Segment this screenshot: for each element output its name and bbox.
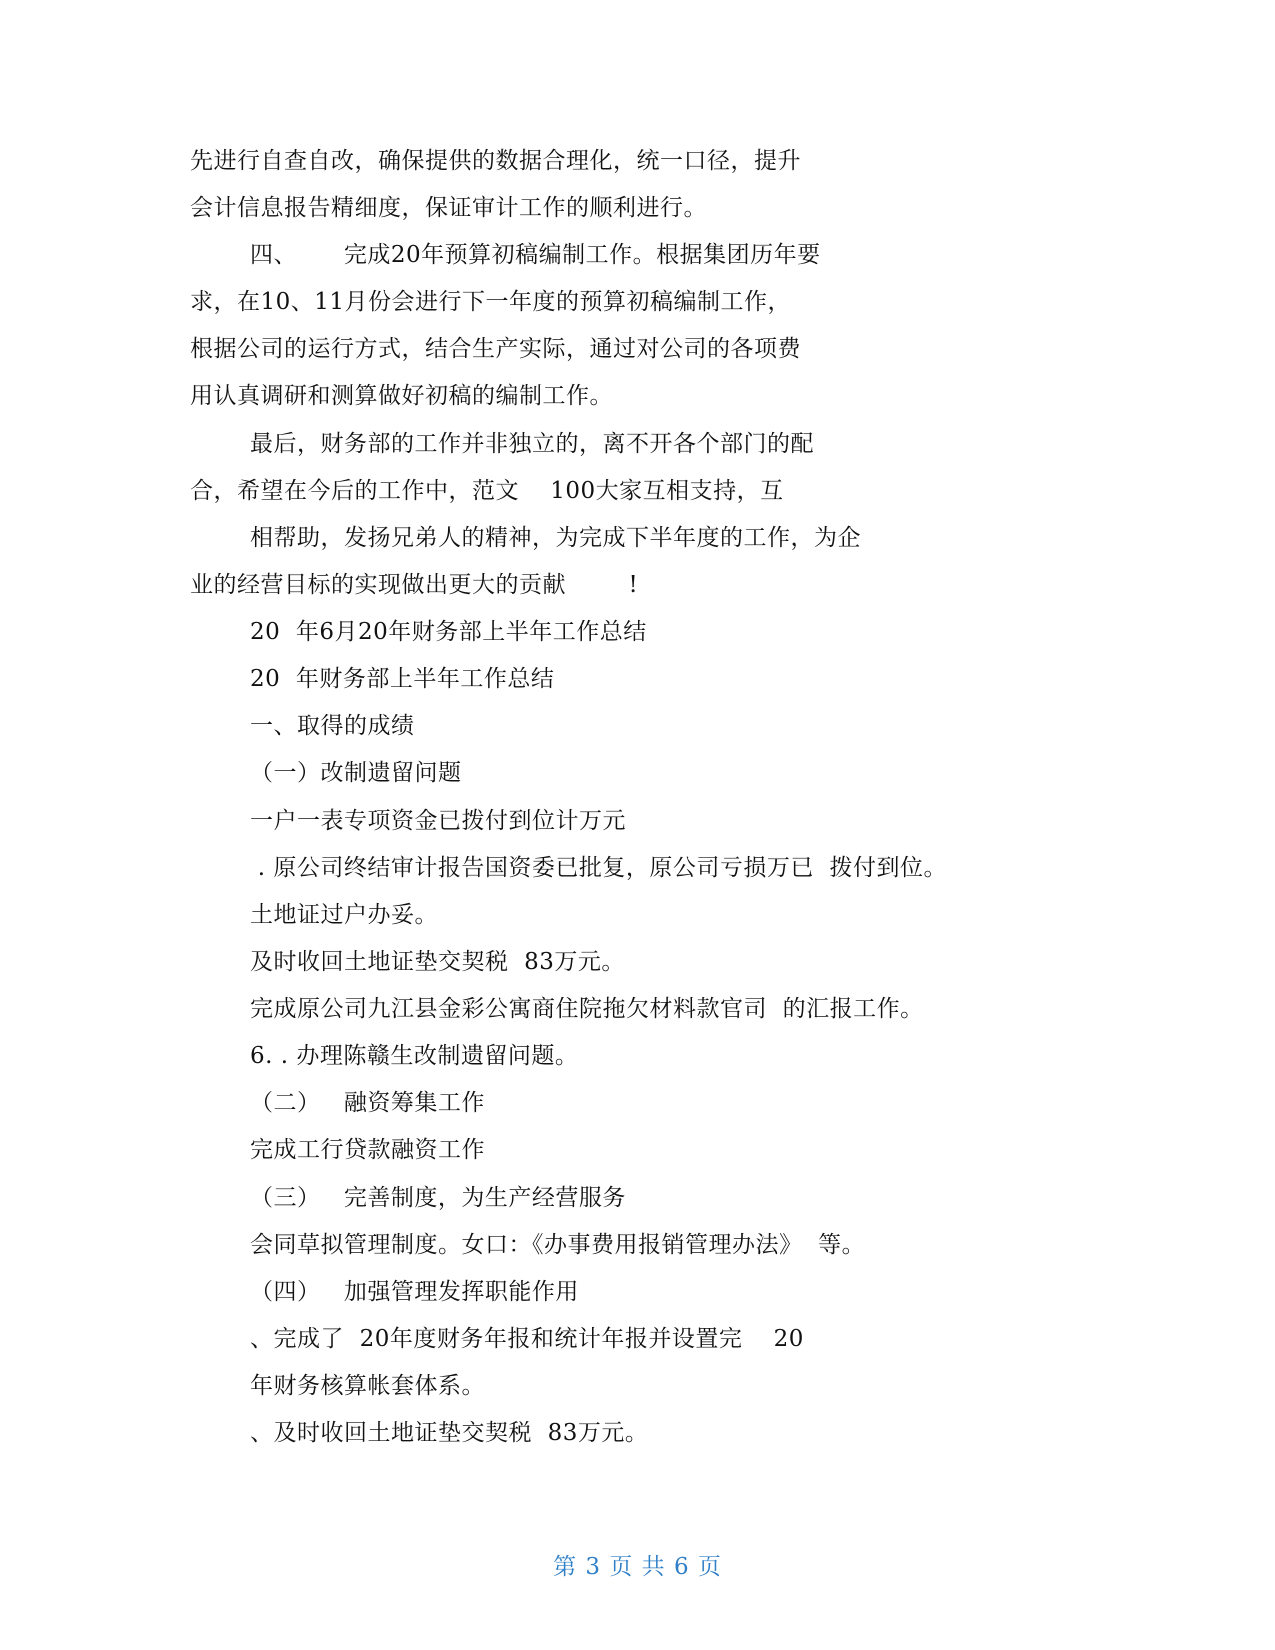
section-heading: 一、取得的成绩	[250, 713, 415, 739]
list-item: 会同草拟管理制度。女口：《办事费用报销管理办法》 等。	[250, 1232, 866, 1258]
subsection-heading: （二） 融资筹集工作	[250, 1090, 485, 1116]
text-line: 会计信息报告精细度，保证审计工作的顺利进行。	[190, 195, 707, 221]
subsection-heading: （四） 加强管理发挥职能作用	[250, 1279, 579, 1305]
list-item: 完成原公司九江县金彩公寓商住院拖欠材料款官司 的汇报工作。	[250, 996, 924, 1022]
page-number-footer: 第 3 页 共 6 页	[553, 1554, 722, 1580]
list-item: 土地证过户办妥。	[250, 902, 438, 928]
list-item: 及时收回土地证垫交契税 83万元。	[250, 949, 625, 975]
text-line: 合，希望在今后的工作中，范文 100大家互相支持，互	[190, 478, 784, 504]
list-item: 、及时收回土地证垫交契税 83万元。	[250, 1420, 649, 1446]
summary-date-line: 20 年6月20年财务部上半年工作总结	[250, 619, 647, 645]
text-line: 最后，财务部的工作并非独立的，离不开各个部门的配	[250, 431, 814, 457]
section-heading: 四、 完成20年预算初稿编制工作。根据集团历年要	[250, 242, 821, 268]
text-line: 相帮助，发扬兄弟人的精神，为完成下半年度的工作，为企	[250, 525, 861, 551]
list-item: 年财务核算帐套体系。	[250, 1373, 485, 1399]
subsection-heading: （三） 完善制度，为生产经营服务	[250, 1185, 626, 1211]
list-item: 、完成了 20年度财务年报和统计年报并设置完 20	[250, 1326, 804, 1352]
text-line: 用认真调研和测算做好初稿的编制工作。	[190, 383, 613, 409]
text-line: 业的经营目标的实现做出更大的贡献 !	[190, 572, 639, 598]
list-item: . 原公司终结审计报告国资委已批复，原公司亏损万已 拨付到位。	[250, 855, 948, 881]
text-line: 求，在10、11月份会进行下一年度的预算初稿编制工作，	[190, 289, 792, 315]
list-item: 一户一表专项资金已拨付到位计万元	[250, 808, 626, 834]
text-line: 先进行自查自改，确保提供的数据合理化，统一口径，提升	[190, 148, 801, 174]
subsection-heading: （一）改制遗留问题	[250, 760, 462, 786]
list-item: 完成工行贷款融资工作	[250, 1137, 485, 1163]
text-line: 根据公司的运行方式，结合生产实际，通过对公司的各项费	[190, 336, 801, 362]
summary-title: 20 年财务部上半年工作总结	[250, 666, 555, 692]
list-item: 6. . 办理陈赣生改制遗留问题。	[250, 1043, 579, 1069]
